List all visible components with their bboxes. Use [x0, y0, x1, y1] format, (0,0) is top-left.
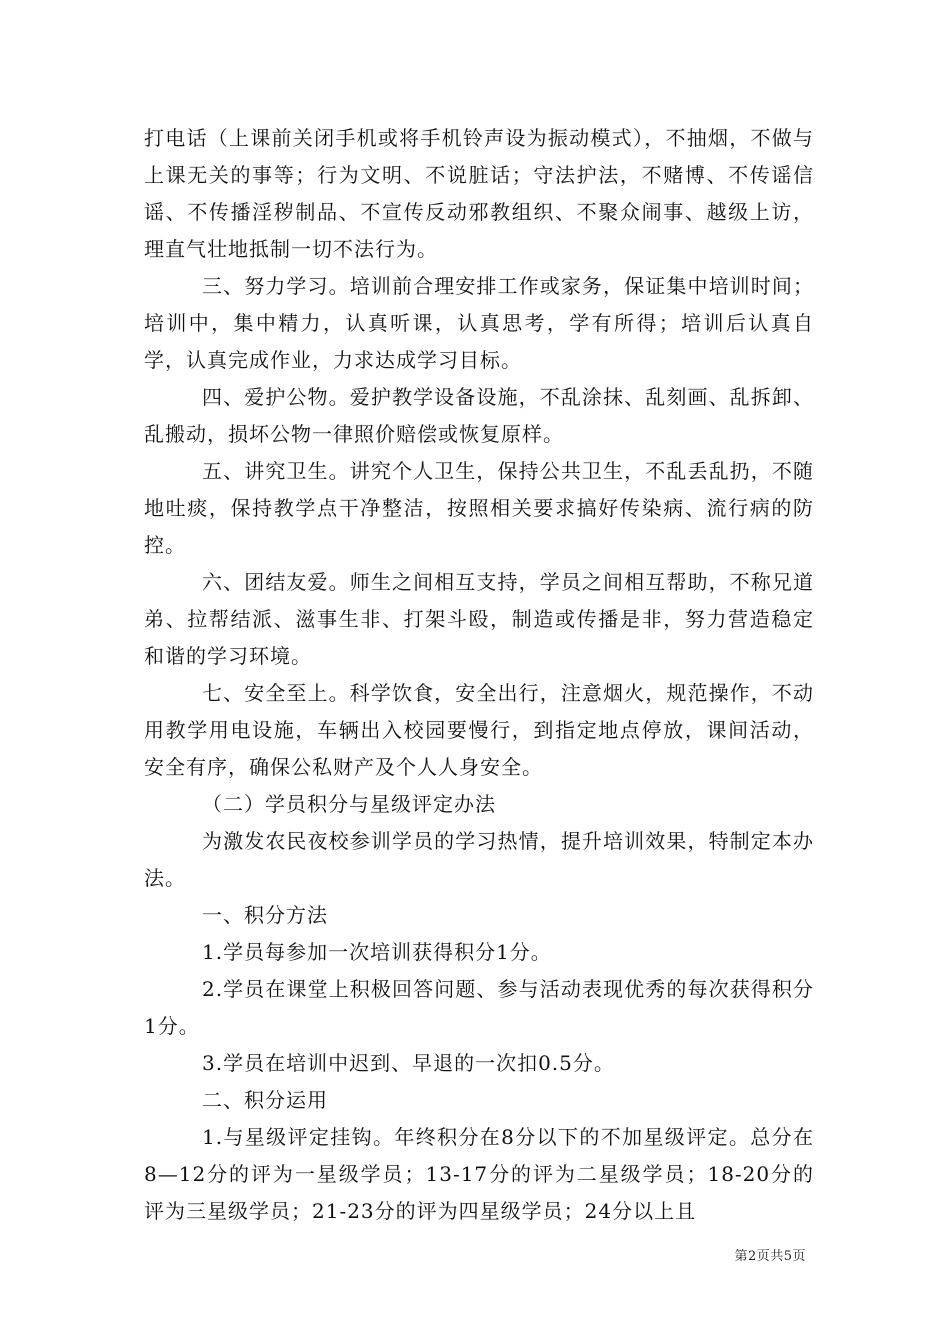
document-body: [144, 120, 814, 1230]
subheading-scoring-use: 二、积分运用: [202, 1088, 328, 1112]
paragraph-rule-4: 四、爱护公物。爱护教学设备设施，不乱涂抹、乱刻画、乱拆卸、乱搬动，损坏公物一律照价赔偿或恢复原样。: [144, 385, 814, 446]
subheading-scoring-method: 一、积分方法: [202, 903, 328, 927]
paragraph-rule-6: 六、团结友爱。师生之间相互支持，学员之间相互帮助，不称兄道弟、拉帮结派、滋事生非、打架斗殴，制造或传播是非，努力营造稳定和谐的学习环境。: [144, 570, 814, 668]
paragraph-intro: 为激发农民夜校参训学员的学习热情，提升培训效果，特制定本办法。: [144, 829, 814, 890]
paragraph-continued: 打电话（上课前关闭手机或将手机铃声设为振动模式），不抽烟，不做与上课无关的事等；行为文明、不说脏话；守法护法，不赌博、不传谣信谣、不传播淫秽制品、不宣传反动邪教组织、不聚众闹事、越级上访，理直气壮地抵制一切不法行为。: [144, 126, 814, 261]
paragraph-rule-3: 三、努力学习。培训前合理安排工作或家务，保证集中培训时间；培训中，集中精力，认真听课，认真思考，学有所得；培训后认真自学，认真完成作业，力求达成学习目标。: [144, 274, 814, 372]
list-item: 1.与星级评定挂钩。年终积分在8分以下的不加星级评定。总分在8—12分的评为一星级学员；13-17分的评为二星级学员；18-20分的评为三星级学员；21-23分的评为四星级学员；24分以上且: [144, 1125, 814, 1223]
section-heading: （二）学员积分与星级评定办法: [202, 792, 496, 816]
list-item: 1.学员每参加一次培训获得积分1分。: [202, 940, 552, 964]
page-number-footer: 第2页共5页: [734, 1249, 806, 1264]
list-item: 2.学员在课堂上积极回答问题、参与活动表现优秀的每次获得积分1分。: [144, 977, 814, 1038]
paragraph-rule-5: 五、讲究卫生。讲究个人卫生，保持公共卫生，不乱丢乱扔，不随地吐痰，保持教学点干净整洁，按照相关要求搞好传染病、流行病的防控。: [144, 459, 814, 557]
list-item: 3.学员在培训中迟到、早退的一次扣0.5分。: [202, 1051, 615, 1075]
paragraph-rule-7: 七、安全至上。科学饮食，安全出行，注意烟火，规范操作，不动用教学用电设施，车辆出入校园要慢行，到指定地点停放，课间活动，安全有序，确保公私财产及个人人身安全。: [144, 681, 814, 779]
